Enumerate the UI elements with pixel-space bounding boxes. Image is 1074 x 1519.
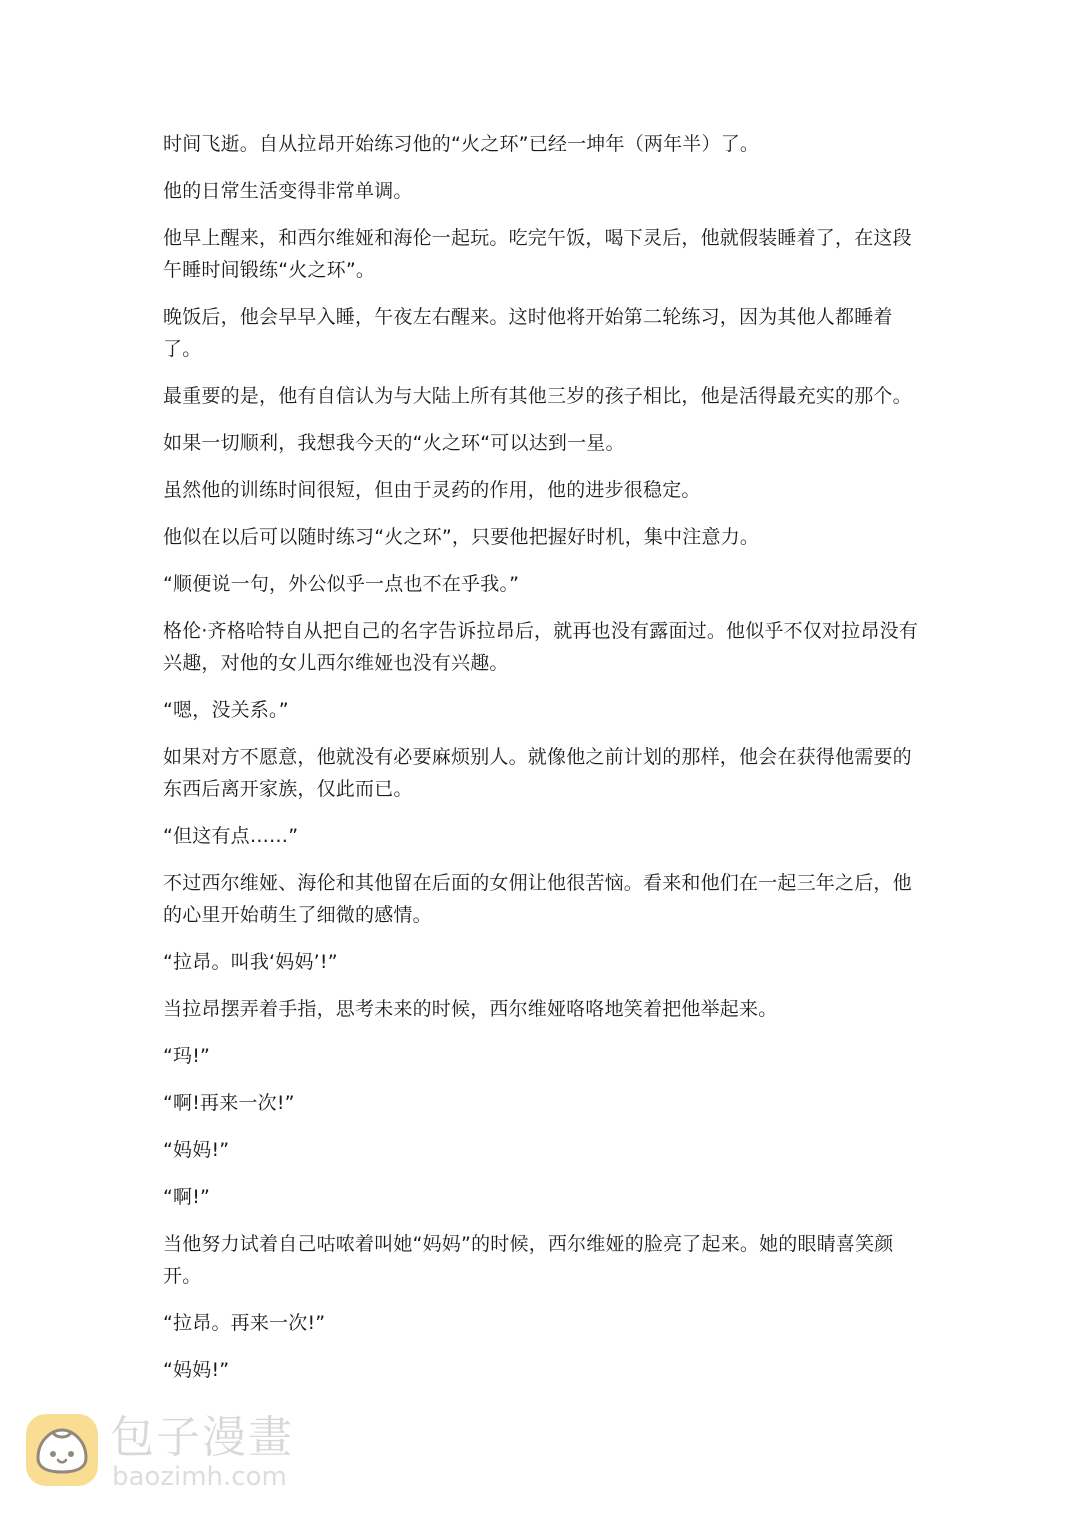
- bun-face-icon: [24, 1412, 100, 1488]
- paragraph-8: 他似在以后可以随时练习“火之环”，只要他把握好时机，集中注意力。: [163, 526, 760, 548]
- paragraph-17: “玛!”: [163, 1045, 211, 1067]
- paragraph-1: 时间飞逝。自从拉昂开始练习他的“火之环”已经一坤年（两年半）了。: [163, 133, 760, 155]
- paragraph-10: 格伦·齐格哈特自从把自己的名字告诉拉昂后，就再也没有露面过。他似乎不仅对拉昂没有兴趣，对他的女儿西尔维娅也没有兴趣。: [163, 620, 919, 674]
- paragraph-6: 如果一切顺利，我想我今天的“火之环“可以达到一星。: [163, 432, 625, 454]
- paragraph-19: “妈妈!”: [163, 1139, 230, 1161]
- paragraph-11: “嗯，没关系。”: [163, 699, 289, 721]
- paragraph-21: 当他努力试着自己咕哝着叫她“妈妈”的时候，西尔维娅的脸亮了起来。她的眼睛喜笑颜开。: [163, 1233, 894, 1287]
- paragraph-3: 他早上醒来，和西尔维娅和海伦一起玩。吃完午饭，喝下灵后，他就假装睡着了，在这段午睡时间锻练“火之环”。: [163, 227, 912, 281]
- watermark: [24, 1412, 324, 1502]
- paragraph-9: “顺便说一句，外公似乎一点也不在乎我。”: [163, 573, 520, 595]
- watermark-url: baozimh.com: [112, 1462, 287, 1492]
- paragraph-7: 虽然他的训练时间很短，但由于灵药的作用，他的进步很稳定。: [163, 479, 701, 501]
- paragraph-15: “拉昂。叫我‘妈妈’!”: [163, 951, 338, 973]
- paragraph-20: “啊!”: [163, 1186, 211, 1208]
- paragraph-22: “拉昂。再来一次!”: [163, 1312, 326, 1334]
- paragraph-5: 最重要的是，他有自信认为与大陆上所有其他三岁的孩子相比，他是活得最充实的那个。: [163, 385, 912, 407]
- paragraph-4: 晚饭后，他会早早入睡，午夜左右醒来。这时他将开始第二轮练习，因为其他人都睡着了。: [163, 306, 893, 360]
- paragraph-16: 当拉昂摆弄着手指，思考未来的时候，西尔维娅咯咯地笑着把他举起来。: [163, 998, 778, 1020]
- paragraph-2: 他的日常生活变得非常单调。: [163, 180, 413, 202]
- paragraph-23: “妈妈!”: [163, 1359, 230, 1381]
- watermark-title: 包子漫畫: [110, 1412, 294, 1463]
- paragraph-18: “啊!再来一次!”: [163, 1092, 295, 1114]
- paragraph-14: 不过西尔维娅、海伦和其他留在后面的女佣让他很苦恼。看来和他们在一起三年之后，他的心里开始萌生了细微的感情。: [163, 872, 912, 926]
- document-body: [163, 128, 923, 1401]
- paragraph-13: “但这有点……”: [163, 825, 299, 847]
- paragraph-12: 如果对方不愿意，他就没有必要麻烦别人。就像他之前计划的那样，他会在获得他需要的东西后离开家族，仅此而已。: [163, 746, 912, 800]
